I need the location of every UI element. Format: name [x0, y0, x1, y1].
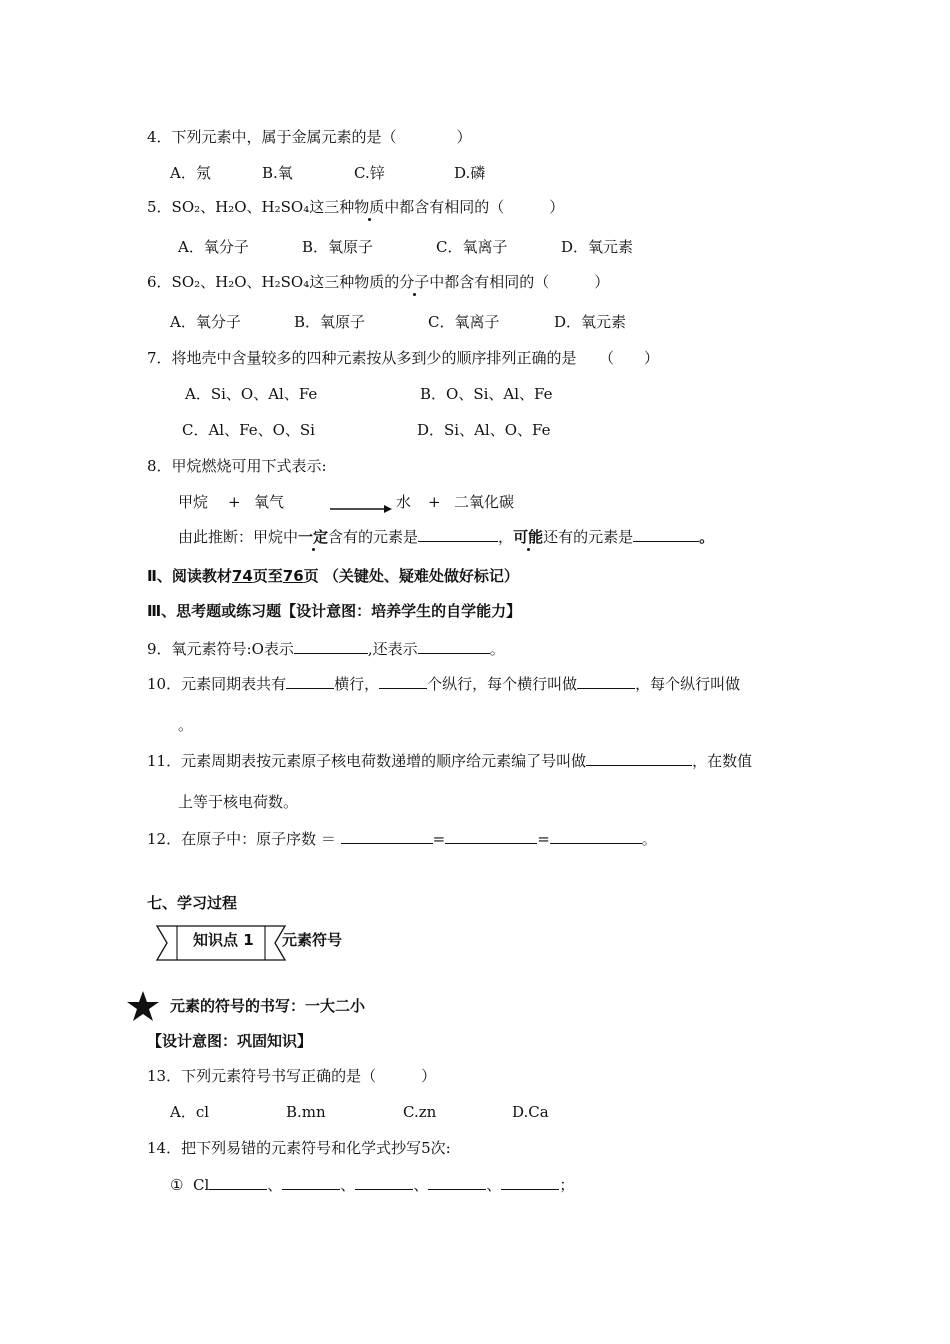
q8-stem: 8．甲烷燃烧可用下式表示: [147, 457, 327, 475]
q9-mid: ,还表示 [367, 640, 418, 658]
page-to: 76 [282, 567, 304, 585]
q7-stem: 7．将地壳中含量较多的四种元素按从多到少的顺序排列正确的是 （ ） [147, 349, 660, 367]
option-d: D.Ca [512, 1103, 549, 1121]
q8-plus-2: + [428, 493, 441, 511]
q8-infer-post: 还有的元素是 [543, 528, 634, 546]
q11 [147, 751, 752, 771]
option-a: A．氧分子 [170, 313, 241, 331]
knowledge-point-banner: 知识点 1 [193, 931, 254, 949]
option-d: D.磷 [454, 164, 486, 182]
answer-blank[interactable] [294, 639, 368, 654]
answer-blank[interactable] [418, 639, 490, 654]
q10 [147, 674, 740, 694]
symbol-writing-rule: 元素的符号的书写：一大二小 [170, 997, 366, 1015]
knowledge-point-label: 元素符号 [282, 931, 343, 949]
option-d: D．氧元素 [561, 238, 634, 256]
q7-option-a: A．Si、O、Al、Fe [185, 385, 318, 403]
q9-post: 。 [489, 640, 505, 658]
q10-mid3: ，每个纵行叫做 [635, 675, 741, 693]
q6-stem [147, 272, 609, 292]
q6-emphasis: 分子 [399, 273, 430, 291]
answer-blank[interactable] [577, 674, 635, 689]
q8-emphasis-definite: 一定 [298, 528, 329, 546]
q11-post: ，在数值 [692, 752, 753, 770]
answer-blank[interactable] [428, 1175, 486, 1190]
separator: 、 [340, 1176, 356, 1194]
q5-stem-pre: 5．SO₂、H₂O、H₂SO₄这三种 [147, 198, 355, 216]
q12-pre: 12．在原子中：原子序数 ＝ [147, 830, 341, 848]
section2-mid: 页至 [252, 567, 283, 585]
q13-stem: 13．下列元素符号书写正确的是（ ） [147, 1067, 437, 1085]
separator: 、 [267, 1176, 283, 1194]
q12-eq: = [537, 830, 550, 848]
option-c: C.锌 [354, 164, 385, 182]
answer-blank[interactable] [341, 829, 433, 844]
answer-blank[interactable] [355, 1175, 413, 1190]
option-c: C．氧离子 [436, 238, 508, 256]
reaction-arrow-icon [330, 503, 392, 515]
option-d: D．氧元素 [554, 313, 627, 331]
q7-option-c: C．Al、Fe、O、Si [182, 421, 315, 439]
q8-infer-pre: 由此推断：甲烷中 [178, 528, 299, 546]
q12 [147, 829, 657, 849]
q8-reactant-1: 甲烷 [178, 493, 209, 511]
option-a: A．氧分子 [178, 238, 249, 256]
q10-pre: 10．元素同期表共有 [147, 675, 287, 693]
star-icon [126, 990, 160, 1022]
answer-blank[interactable] [445, 829, 537, 844]
design-intent: 【设计意图：巩固知识】 [147, 1032, 313, 1050]
q14-item [170, 1175, 574, 1195]
answer-blank[interactable] [586, 751, 692, 766]
line-end: ； [559, 1176, 575, 1194]
q6-stem-post: 中都含有相同的（ ） [429, 273, 610, 291]
q5-stem-post: 中都含有相同的（ ） [384, 198, 565, 216]
answer-blank[interactable] [633, 527, 699, 542]
option-c: C．氧离子 [428, 313, 500, 331]
q10-continuation: 。 [178, 716, 194, 734]
q9 [147, 639, 505, 659]
page-from: 74 [231, 567, 253, 585]
q10-mid1: 横行， [334, 675, 380, 693]
element-symbol: Cl [193, 1176, 210, 1194]
q11-continuation: 上等于核电荷数。 [178, 793, 299, 811]
answer-blank[interactable] [282, 1175, 340, 1190]
option-a: A．氖 [170, 164, 211, 182]
q7-option-b: B．O、Si、Al、Fe [420, 385, 553, 403]
option-b: B．氧原子 [302, 238, 374, 256]
section2-post: 页 （关键处、疑难处做好标记） [303, 567, 519, 585]
q8-plus-1: + [228, 493, 241, 511]
q6-stem-pre: 6．SO₂、H₂O、H₂SO₄这三种物质的 [147, 273, 400, 291]
q8-infer-end: 。 [699, 528, 715, 546]
q12-end: 。 [641, 830, 657, 848]
section-exercises-title: Ⅲ、思考题或练习题【设计意图：培养学生的自学能力】 [147, 602, 522, 620]
q8-product-2: 二氧化碳 [454, 493, 515, 511]
option-c: C.zn [403, 1103, 437, 1121]
q8-inference: 由此推断：甲烷中一定含有的元素是 ，可能还有的元素是 。 [178, 528, 715, 546]
q8-reactant-2: 氧气 [254, 493, 285, 511]
q8-product-1: 水 [396, 493, 412, 511]
answer-blank[interactable] [550, 829, 642, 844]
separator: 、 [413, 1176, 429, 1194]
q4-stem: 4．下列元素中，属于金属元素的是（ ） [147, 128, 472, 146]
answer-blank[interactable] [501, 1175, 559, 1190]
answer-blank[interactable] [286, 674, 334, 689]
separator: 、 [486, 1176, 502, 1194]
item-number: ① [170, 1176, 184, 1194]
q10-mid2: 个纵行，每个横行叫做 [427, 675, 578, 693]
answer-blank[interactable] [209, 1175, 267, 1190]
option-b: B．氧原子 [294, 313, 366, 331]
q12-eq: = [432, 830, 446, 848]
option-a: A．cl [170, 1103, 210, 1121]
option-b: B.mn [286, 1103, 326, 1121]
q14-stem: 14．把下列易错的元素符号和化学式抄写5次: [147, 1139, 451, 1157]
section-learning-process: 七、学习过程 [147, 894, 238, 912]
option-b: B.氧 [262, 164, 293, 182]
q8-emphasis-possible: 可能 [513, 528, 544, 546]
answer-blank[interactable] [379, 674, 427, 689]
answer-blank[interactable] [418, 527, 498, 542]
q9-pre: 9．氧元素符号:O表示 [147, 640, 294, 658]
section2-pre: Ⅱ、阅读教材 [147, 567, 232, 585]
q5-emphasis: 物质 [354, 198, 385, 216]
q7-option-d: D．Si、Al、O、Fe [417, 421, 551, 439]
section-reading [147, 566, 519, 586]
q8-infer-mid: 含有的元素是 [328, 528, 419, 546]
q5-stem [147, 197, 564, 217]
q11-pre: 11．元素周期表按元素原子核电荷数递增的顺序给元素编了号叫做 [147, 752, 587, 770]
